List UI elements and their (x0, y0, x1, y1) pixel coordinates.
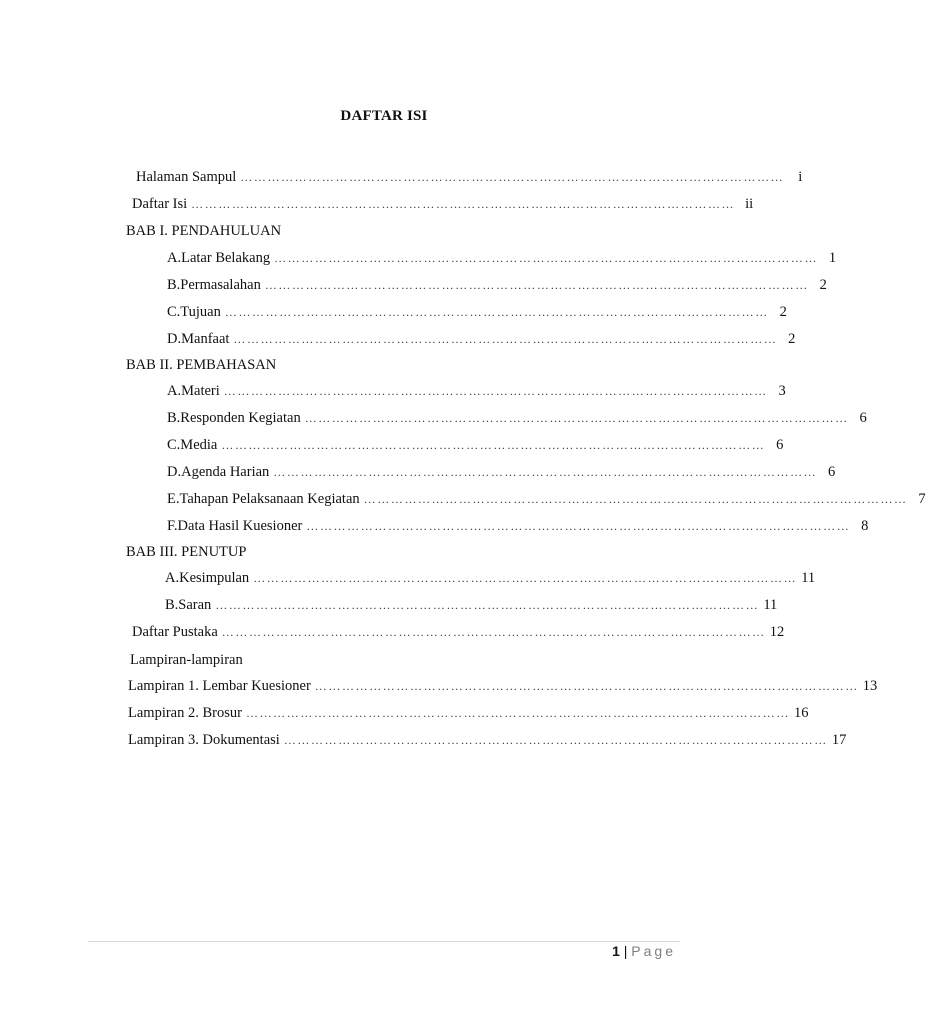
dot-leader: ………………………………………………………………………………………………………… (283, 733, 828, 747)
toc-page-number: 7 (918, 491, 926, 507)
toc-page-number: 2 (779, 304, 787, 320)
footer-separator: | (623, 943, 628, 959)
toc-page-number: i (798, 169, 803, 185)
toc-entry-kesimpulan (165, 568, 816, 588)
chapter-heading-bab-1: BAB I. PENDAHULUAN (126, 223, 282, 239)
toc-entry-letter: E. (167, 491, 180, 507)
toc-entry-agenda-harian (167, 462, 836, 482)
toc-entry-letter: D. (167, 331, 182, 347)
toc-entry-label: Daftar Pustaka (132, 624, 218, 640)
dot-leader: ………………………………………………………………………………………………………… (240, 170, 785, 184)
toc-entry-label: Lampiran 2. Brosur (128, 705, 242, 721)
dot-leader: ………………………………………………………………………………………………………… (274, 251, 819, 265)
toc-page-number: 13 (862, 678, 878, 694)
toc-entry-letter: A. (165, 570, 180, 586)
toc-entry-label: Lampiran 1. Lembar Kuesioner (128, 678, 311, 694)
toc-entry-label: Agenda Harian (181, 464, 270, 480)
footer-divider (88, 941, 680, 942)
page-footer (612, 943, 676, 959)
toc-entry-permasalahan (167, 275, 827, 295)
toc-entry-label: Saran (178, 597, 212, 613)
dot-leader: ………………………………………………………………………………………………………… (233, 332, 778, 346)
toc-entry-label: Responden Kegiatan (180, 410, 301, 426)
toc-entry-letter: A. (167, 383, 182, 399)
toc-entry-letter: D. (167, 464, 182, 480)
toc-entry-tahapan-pelaksanaan (167, 489, 926, 509)
toc-entry-letter: B. (167, 410, 181, 426)
dot-leader: ………………………………………………………………………………………………………… (314, 679, 859, 693)
chapter-heading-bab-2: BAB II. PEMBAHASAN (126, 357, 277, 373)
dot-leader: ………………………………………………………………………………………………………… (253, 571, 798, 585)
toc-page-number: 2 (819, 277, 827, 293)
toc-entry-label: Materi (181, 383, 220, 399)
dot-leader: ………………………………………………………………………………………………………… (245, 706, 790, 720)
toc-page-number: 16 (793, 705, 809, 721)
toc-entry-lampiran-2 (128, 703, 809, 723)
toc-entry-label: Lampiran 3. Dokumentasi (128, 732, 280, 748)
footer-page-number: 1 (612, 943, 620, 959)
toc-page-number: 11 (801, 570, 816, 586)
toc-page-number: 12 (769, 624, 785, 640)
toc-page-number: 6 (828, 464, 836, 480)
toc-page-number: 3 (778, 383, 786, 399)
toc-entry-halaman-sampul (136, 167, 803, 187)
chapter-heading-bab-3: BAB III. PENUTUP (126, 544, 247, 560)
dot-leader: ………………………………………………………………………………………………………… (363, 492, 908, 506)
toc-entry-label: Permasalahan (180, 277, 261, 293)
toc-entry-letter: B. (167, 277, 181, 293)
page-title: DAFTAR ISI (340, 108, 428, 124)
toc-entry-latar-belakang (167, 248, 837, 268)
toc-entry-label: Data Hasil Kuesioner (177, 518, 303, 534)
dot-leader: ………………………………………………………………………………………………………… (215, 598, 760, 612)
dot-leader: ………………………………………………………………………………………………………… (221, 438, 766, 452)
toc-entry-letter: C. (167, 304, 181, 320)
toc-entry-label: Kesimpulan (179, 570, 250, 586)
dot-leader: ………………………………………………………………………………………………………… (223, 384, 768, 398)
toc-page-number: 6 (776, 437, 784, 453)
toc-page-number: 1 (828, 250, 837, 266)
toc-entry-letter: C. (167, 437, 181, 453)
toc-page-number: 2 (788, 331, 796, 347)
toc-entry-daftar-pustaka (132, 622, 785, 642)
toc-entry-letter: F. (167, 518, 178, 534)
toc-entry-responden-kegiatan (167, 408, 867, 428)
toc-entry-lampiran-3 (128, 730, 847, 750)
toc-entry-label: Halaman Sampul (136, 169, 237, 185)
toc-entry-daftar-isi (132, 194, 754, 214)
toc-page-number: 6 (859, 410, 867, 426)
toc-entry-letter: B. (165, 597, 179, 613)
toc-page-number: ii (745, 196, 754, 212)
dot-leader: ………………………………………………………………………………………………………… (224, 305, 769, 319)
toc-entry-lampiran-1 (128, 676, 878, 696)
dot-leader: ………………………………………………………………………………………………………… (221, 625, 766, 639)
dot-leader: ………………………………………………………………………………………………………… (191, 197, 736, 211)
toc-entry-saran (165, 595, 778, 615)
dot-leader: ………………………………………………………………………………………………………… (306, 519, 851, 533)
toc-entry-label: Tahapan Pelaksanaan Kegiatan (179, 491, 360, 507)
dot-leader: ………………………………………………………………………………………………………… (264, 278, 809, 292)
toc-page-number: 17 (831, 732, 847, 748)
lampiran-heading: Lampiran-lampiran (130, 652, 243, 668)
toc-entry-materi (167, 381, 786, 401)
dot-leader: ………………………………………………………………………………………………………… (304, 411, 849, 425)
toc-entry-letter: A. (167, 250, 182, 266)
toc-entry-label: Daftar Isi (132, 196, 188, 212)
toc-entry-media (167, 435, 784, 455)
toc-entry-label: Manfaat (181, 331, 230, 347)
toc-entry-label: Media (180, 437, 218, 453)
footer-page-word: Page (631, 943, 676, 959)
toc-entry-data-hasil-kuesioner (167, 516, 869, 536)
toc-entry-manfaat (167, 329, 796, 349)
dot-leader: ………………………………………………………………………………………………………… (273, 465, 818, 479)
toc-page-number: 11 (763, 597, 778, 613)
toc-entry-label: Latar Belakang (181, 250, 271, 266)
toc-entry-label: Tujuan (180, 304, 221, 320)
toc-page-number: 8 (861, 518, 869, 534)
toc-entry-tujuan (167, 302, 787, 322)
